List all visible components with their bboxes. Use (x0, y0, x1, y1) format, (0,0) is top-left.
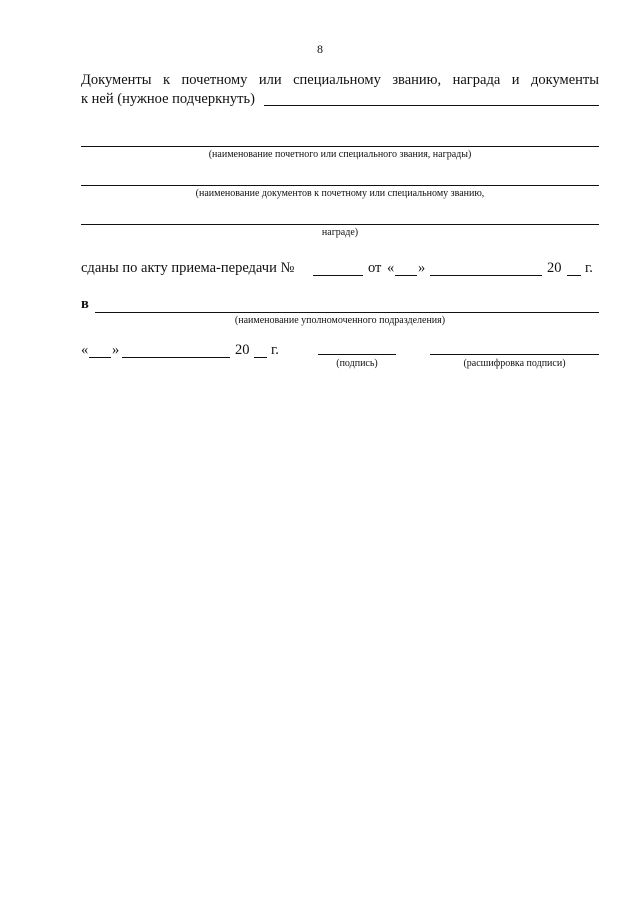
date-year-prefix: 20 (235, 342, 250, 358)
underline-documents-name (81, 185, 599, 186)
header-word: Документы (81, 72, 152, 88)
caption-unit-name: (наименование уполномоченного подразделения) (234, 315, 446, 326)
caption-signature-decode: (расшифровка подписи) (463, 358, 566, 369)
header-line-2: к ней (нужное подчеркнуть) (81, 91, 255, 107)
underline-act-month (430, 275, 542, 276)
underline-signature-decode (430, 354, 599, 355)
underline-act-number (313, 275, 363, 276)
header-word: документы (531, 72, 599, 88)
header-word: к (162, 72, 171, 88)
underline-date-year (254, 357, 267, 358)
header-word: и (511, 72, 520, 88)
underline-date-month (122, 357, 230, 358)
act-prefix: сданы по акту приема-передачи № (81, 260, 295, 276)
underline-header-fill (264, 105, 599, 106)
header-word: специальному (293, 72, 381, 88)
underline-documents-name-cont (81, 224, 599, 225)
underline-act-day (395, 275, 417, 276)
date-close-quote: » (112, 342, 120, 358)
underline-date-day (89, 357, 111, 358)
date-open-quote: « (81, 342, 89, 358)
caption-award-name: (наименование почетного или специального звания, награды) (208, 149, 472, 160)
header-line-1 (81, 71, 599, 89)
date-year-suffix: г. (271, 342, 279, 358)
unit-prefix: в (81, 296, 89, 312)
underline-unit-name (95, 312, 599, 313)
act-from: от (368, 260, 382, 276)
act-open-quote: « (387, 260, 395, 276)
act-close-quote: » (418, 260, 426, 276)
caption-documents-name-cont: награде) (321, 227, 359, 238)
underline-act-year (567, 275, 581, 276)
header-word: или (258, 72, 282, 88)
underline-award-name (81, 146, 599, 147)
underline-signature (318, 354, 396, 355)
page-number: 8 (317, 42, 323, 56)
act-year-prefix: 20 (547, 260, 562, 276)
header-word: награда (452, 72, 501, 88)
header-word: почетному (181, 72, 248, 88)
caption-signature: (подпись) (336, 358, 378, 369)
caption-documents-name: (наименование документов к почетному или специальному званию, (195, 188, 485, 199)
act-year-suffix: г. (585, 260, 593, 276)
header-word: званию, (392, 72, 442, 88)
